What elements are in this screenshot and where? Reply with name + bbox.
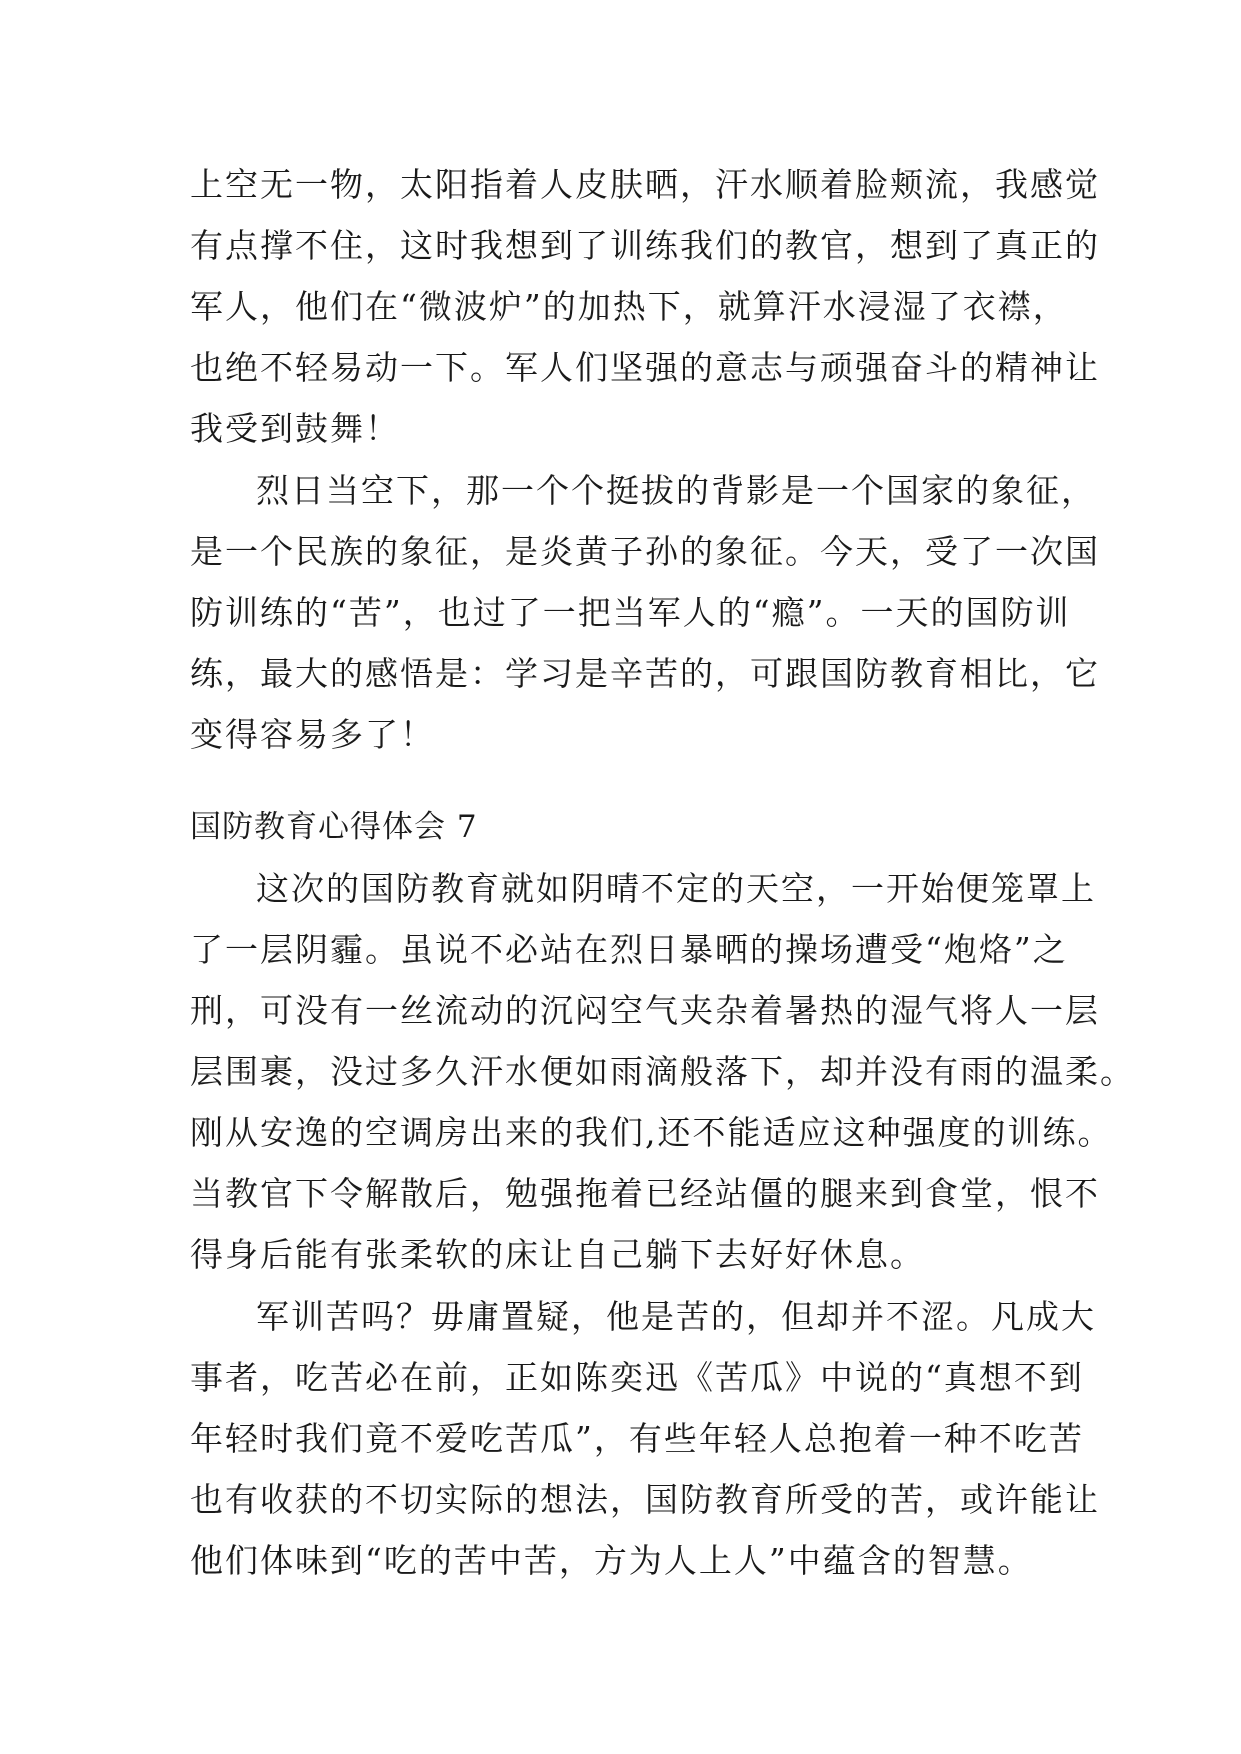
text-line: 当教官下令解散后，勉强拖着已经站僵的腿来到食堂，恨不: [190, 1174, 1100, 1213]
text-line: 刚从安逸的空调房出来的我们,还不能适应这种强度的训练。: [190, 1113, 1113, 1152]
paragraph-first-line: 烈日当空下，那一个个挺拔的背影是一个国家的象征，: [256, 471, 1096, 510]
text-line: 防训练的“苦”，也过了一把当军人的“瘾”。一天的国防训: [190, 593, 1071, 632]
text-line: 刑，可没有一丝流动的沉闷空气夹杂着暑热的湿气将人一层: [190, 991, 1100, 1030]
text-line: 事者，吃苦必在前，正如陈奕迅《苦瓜》中说的“真想不到: [190, 1358, 1084, 1397]
text-line: 得身后能有张柔软的床让自己躺下去好好休息。: [190, 1235, 925, 1274]
text-line: 年轻时我们竟不爱吃苦瓜”，有些年轻人总抱着一种不吃苦: [190, 1419, 1084, 1458]
text-line: 上空无一物，太阳指着人皮肤晒，汗水顺着脸颊流，我感觉: [190, 165, 1100, 204]
text-line: 他们体味到“吃的苦中苦，方为人上人”中蕴含的智慧。: [190, 1541, 1033, 1580]
text-line: 是一个民族的象征，是炎黄子孙的象征。今天，受了一次国: [190, 532, 1100, 571]
text-line: 有点撑不住，这时我想到了训练我们的教官，想到了真正的: [190, 226, 1100, 265]
text-line: 也有收获的不切实际的想法，国防教育所受的苦，或许能让: [190, 1480, 1100, 1519]
section-heading: 国防教育心得体会 7: [190, 809, 478, 845]
text-line: 了一层阴霾。虽说不必站在烈日暴晒的操场遭受“炮烙”之: [190, 930, 1068, 969]
text-line: 军人，他们在“微波炉”的加热下，就算汗水浸湿了衣襟，: [190, 287, 1068, 326]
text-line: 我受到鼓舞！: [190, 409, 400, 448]
paragraph-first-line: 这次的国防教育就如阴晴不定的天空，一开始便笼罩上: [256, 869, 1096, 908]
text-line: 也绝不轻易动一下。军人们坚强的意志与顽强奋斗的精神让: [190, 348, 1100, 387]
text-line: 层围裹，没过多久汗水便如雨滴般落下，却并没有雨的温柔。: [190, 1052, 1135, 1091]
text-line: 变得容易多了！: [190, 715, 435, 754]
text-line: 练，最大的感悟是：学习是辛苦的，可跟国防教育相比，它: [190, 654, 1100, 693]
paragraph-first-line: 军训苦吗？毋庸置疑，他是苦的，但却并不涩。凡成大: [256, 1297, 1096, 1336]
